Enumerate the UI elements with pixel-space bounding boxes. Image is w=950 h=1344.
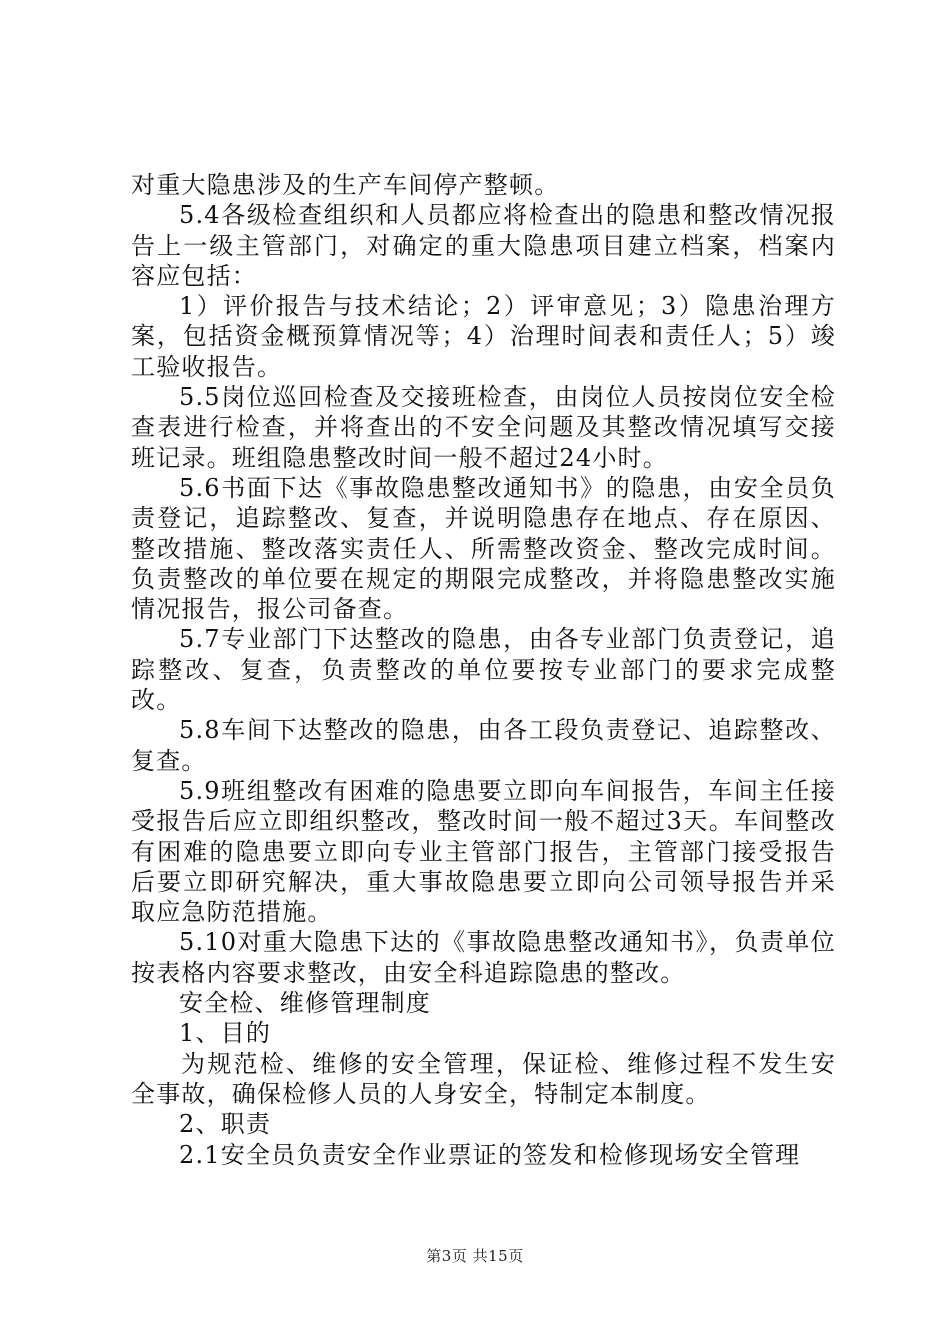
paragraph-2-1: 2.1安全员负责安全作业票证的签发和检修现场安全管理 (179, 1140, 801, 1169)
heading-duties: 2、职责 (179, 1110, 272, 1139)
section-heading: 安全检、维修管理制度 (179, 989, 431, 1018)
heading-purpose: 1、目的 (179, 1019, 272, 1048)
paragraph-archive-contents: 1）评价报告与技术结论；2）评审意见；3）隐患治理方案，包括资金概预算情况等；4）治理时间表和责任人；5）竣工验收报告。 (131, 292, 836, 381)
paragraph-5-6: 5.6书面下达《事故隐患整改通知书》的隐患，由安全员负责登记，追踪整改、复查，并说明隐患存在地点、存在原因、整改措施、整改落实责任人、所需整改资金、整改完成时间。负责整改的单位要在规定的期限完成整改，并将隐患整改实施情况报告，报公司备查。 (131, 473, 836, 624)
paragraph-5-8: 5.8车间下达整改的隐患，由各工段负责登记、追踪整改、复查。 (131, 716, 836, 775)
page-number-footer: 第3页 共15页 (426, 1247, 524, 1265)
paragraph-5-5: 5.5岗位巡回检查及交接班检查，由岗位人员按岗位安全检查表进行检查，并将查出的不安全问题及其整改情况填写交接班记录。班组隐患整改时间一般不超过24小时。 (131, 383, 836, 472)
paragraph-continuation: 对重大隐患涉及的生产车间停产整顿。 (131, 171, 560, 199)
paragraph-5-7: 5.7专业部门下达整改的隐患，由各专业部门负责登记，追踪整改、复查，负责整改的单位要按专业部门的要求完成整改。 (131, 625, 836, 715)
document-body (131, 170, 836, 1170)
paragraph-5-9: 5.9班组整改有困难的隐患要立即向车间报告，车间主任接受报告后应立即组织整改，整改时间一般不超过3天。车间整改有困难的隐患要立即向专业主管部门报告，主管部门接受报告后要立即研究解决，重大事故隐患要立即向公司领导报告并采取应急防范措施。 (131, 776, 836, 927)
paragraph-purpose: 为规范检、维修的安全管理，保证检、维修过程不发生安全事故，确保检修人员的人身安全，特制定本制度。 (131, 1049, 836, 1108)
paragraph-5-4: 5.4各级检查组织和人员都应将检查出的隐患和整改情况报告上一级主管部门，对确定的重大隐患项目建立档案，档案内容应包括： (131, 201, 836, 290)
paragraph-5-10: 5.10对重大隐患下达的《事故隐患整改通知书》，负责单位按表格内容要求整改，由安全科追踪隐患的整改。 (131, 928, 836, 987)
